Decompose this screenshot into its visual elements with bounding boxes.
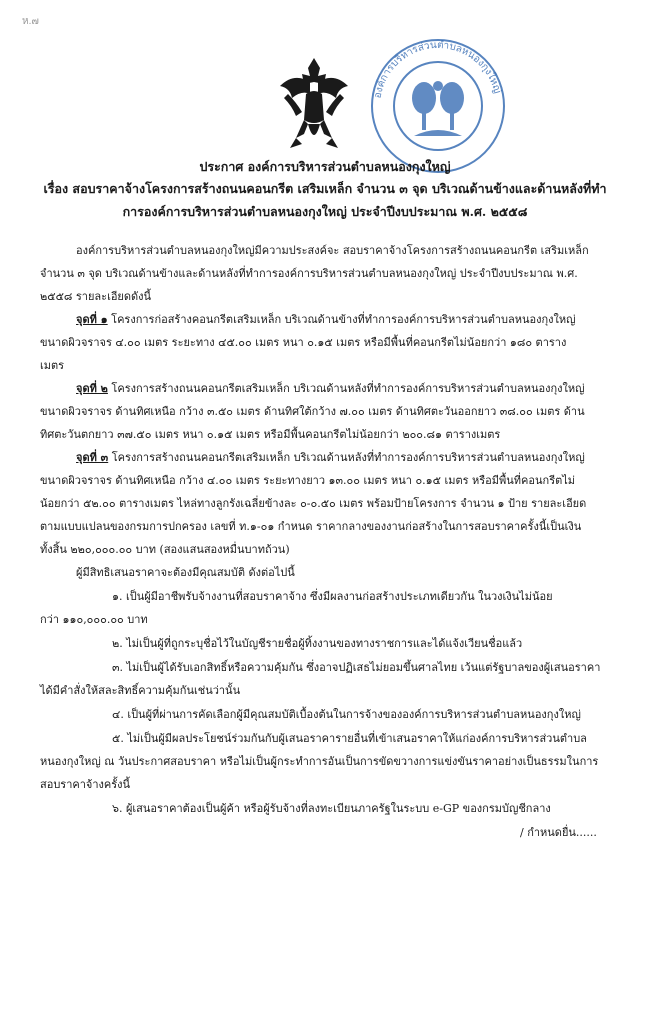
point-2-line-1 bbox=[76, 382, 585, 396]
qualification-1: ๑. เป็นผู้มีอาชีพรับจ้างงานที่สอบราคาจ้าง ซึ่งมีผลงานก่อสร้างประเภทเดียวกัน ในวงเงินไม่น้อย bbox=[112, 590, 553, 603]
point-1-line-2: ขนาดผิวจราจร ๔.๐๐ เมตร ระยะทาง ๔๕.๐๐ เมตร หนา ๐.๑๕ เมตร หรือมีพื้นที่คอนกรีตไม่น้อยกว่า ๑๘๐ ตาราง bbox=[40, 336, 567, 349]
subject-line: เรื่อง สอบราคาจ้างโครงการสร้างถนนคอนกรีต เสริมเหล็ก จำนวน ๓ จุด บริเวณด้านข้างและด้านหลังที่ทำ bbox=[43, 181, 607, 196]
point-2-text: โครงการสร้างถนนคอนกรีตเสริมเหล็ก บริเวณด้านหลังที่ทำการองค์การบริหารส่วนตำบลหนองกุงใหญ่ bbox=[111, 382, 585, 395]
qualification-5: ๕. ไม่เป็นผู้มีผลประโยชน์ร่วมกันกับผู้เสนอราคารายอื่นที่เข้าเสนอราคาให้แก่องค์การบริหารส่วนตำบล bbox=[112, 732, 587, 745]
point-1-text: โครงการก่อสร้างคอนกรีตเสริมเหล็ก บริเวณด้านข้างที่ทำการองค์การบริหารส่วนตำบลหนองกุงใหญ่ bbox=[111, 313, 576, 326]
qualification-6: ๖. ผู้เสนอราคาต้องเป็นผู้ค้า หรือผู้รับจ้างที่ลงทะเบียนภาครัฐในระบบ e-GP ของกรมบัญชีกลาง bbox=[112, 802, 551, 815]
qualification-1-cont: กว่า ๑๑๐,๐๐๐.๐๐ บาท bbox=[40, 613, 148, 626]
qualifications-heading: ผู้มีสิทธิเสนอราคาจะต้องมีคุณสมบัติ ดังต่อไปนี้ bbox=[76, 566, 295, 579]
point-1-line-3: เมตร bbox=[40, 359, 65, 372]
qualification-2: ๒. ไม่เป็นผู้ที่ถูกระบุชื่อไว้ในบัญชีรายชื่อผู้ทิ้งงานของทางราชการและได้แจ้งเวียนชื่อแล้ว bbox=[112, 637, 523, 650]
garuda-emblem bbox=[274, 54, 354, 150]
official-seal-stamp bbox=[358, 26, 518, 176]
qualification-3: ๓. ไม่เป็นผู้ได้รับเอกสิทธิ์หรือความคุ้มกัน ซึ่งอาจปฏิเสธไม่ยอมขึ้นศาลไทย เว้นแต่รัฐบาลของผู้เสนอราคา bbox=[112, 661, 601, 674]
intro-line-2: จำนวน ๓ จุด บริเวณด้านข้างและด้านหลังที่ทำการองค์การบริหารส่วนตำบลหนองกุงใหญ่ ประจำปีงบประมาณ พ.ศ. bbox=[40, 267, 578, 280]
continuation-note: / กำหนดยื่น...... bbox=[520, 826, 597, 839]
qualification-5-cont: หนองกุงใหญ่ ณ วันประกาศสอบราคา หรือไม่เป็นผู้กระทำการอันเป็นการขัดขวางการแข่งขันราคาอย่างเป็นธรรมในการ bbox=[40, 755, 599, 768]
point-2-label: จุดที่ ๒ bbox=[76, 382, 108, 395]
qualification-3-cont: ได้มีคำสั่งให้สละสิทธิ์ความคุ้มกันเช่นว่านั้น bbox=[40, 684, 241, 697]
point-3-line-1 bbox=[76, 451, 585, 465]
intro-line-1: องค์การบริหารส่วนตำบลหนองกุงใหญ่มีความประสงค์จะ สอบราคาจ้างโครงการสร้างถนนคอนกรีต เสริมเหล็ก bbox=[76, 244, 589, 257]
point-2-line-3: ทิศตะวันตกยาว ๓๗.๕๐ เมตร หนา ๐.๑๕ เมตร หรือมีพื้นคอนกรีตไม่น้อยกว่า ๒๐๐.๘๑ ตารางเมตร bbox=[40, 428, 501, 441]
qualification-5-cont-2: สอบราคาจ้างครั้งนี้ bbox=[40, 778, 131, 791]
subject-line-cont: การองค์การบริหารส่วนตำบลหนองกุงใหญ่ ประจำปีงบประมาณ พ.ศ. ๒๕๕๘ bbox=[122, 204, 528, 219]
point-1-line-1 bbox=[76, 313, 576, 327]
point-3-line-3: น้อยกว่า ๕๒.๐๐ ตารางเมตร ไหล่ทางลูกรังเฉลี่ยข้างละ ๐-๐.๕๐ เมตร พร้อมป้ายโครงการ จำนวน ๑ ป้าย รายละเอียด bbox=[40, 497, 587, 510]
point-3-line-2: ขนาดผิวจราจร ด้านทิศเหนือ กว้าง ๔.๐๐ เมตร ระยะทางยาว ๑๓.๐๐ เมตร หนา ๐.๑๕ เมตร หรือมีพื้นที่คอนกรีตไม่ bbox=[40, 474, 576, 487]
point-1-label: จุดที่ ๑ bbox=[76, 313, 108, 326]
point-3-label: จุดที่ ๓ bbox=[76, 451, 109, 464]
corner-mark: ห.๗ bbox=[22, 16, 39, 27]
point-3-line-4: ตามแบบแปลนของกรมการปกครอง เลขที่ ท.๑-๐๑ กำหนด ราคากลางของงานก่อสร้างในการสอบราคาครั้งนี้เป็นเงิน bbox=[40, 520, 582, 533]
intro-line-3: ๒๕๕๘ รายละเอียดดังนี้ bbox=[40, 290, 152, 303]
announcement-title: ประกาศ องค์การบริหารส่วนตำบลหนองกุงใหญ่ bbox=[199, 159, 451, 174]
svg-text:องค์การบริหารส่วนตำบลหนองกุงให: องค์การบริหารส่วนตำบลหนองกุงใหญ่ bbox=[372, 39, 503, 100]
point-3-line-5: ทั้งสิ้น ๒๒๐,๐๐๐.๐๐ บาท (สองแสนสองหมื่นบาทถ้วน) bbox=[40, 543, 290, 556]
qualification-4: ๔. เป็นผู้ที่ผ่านการคัดเลือกผู้มีคุณสมบัติเบื้องต้นในการจ้างขององค์การบริหารส่วนตำบลหนองกุงใหญ่ bbox=[112, 708, 581, 721]
point-2-line-2: ขนาดผิวจราจร ด้านทิศเหนือ กว้าง ๓.๕๐ เมตร ด้านทิศใต้กว้าง ๗.๐๐ เมตร ด้านทิศตะวันออกยาว ๓๘.๐๐ เมตร ด้าน bbox=[40, 405, 585, 418]
point-3-text: โครงการสร้างถนนคอนกรีตเสริมเหล็ก บริเวณด้านหลังที่ทำการองค์การบริหารส่วนตำบลหนองกุงใหญ่ bbox=[111, 451, 585, 464]
